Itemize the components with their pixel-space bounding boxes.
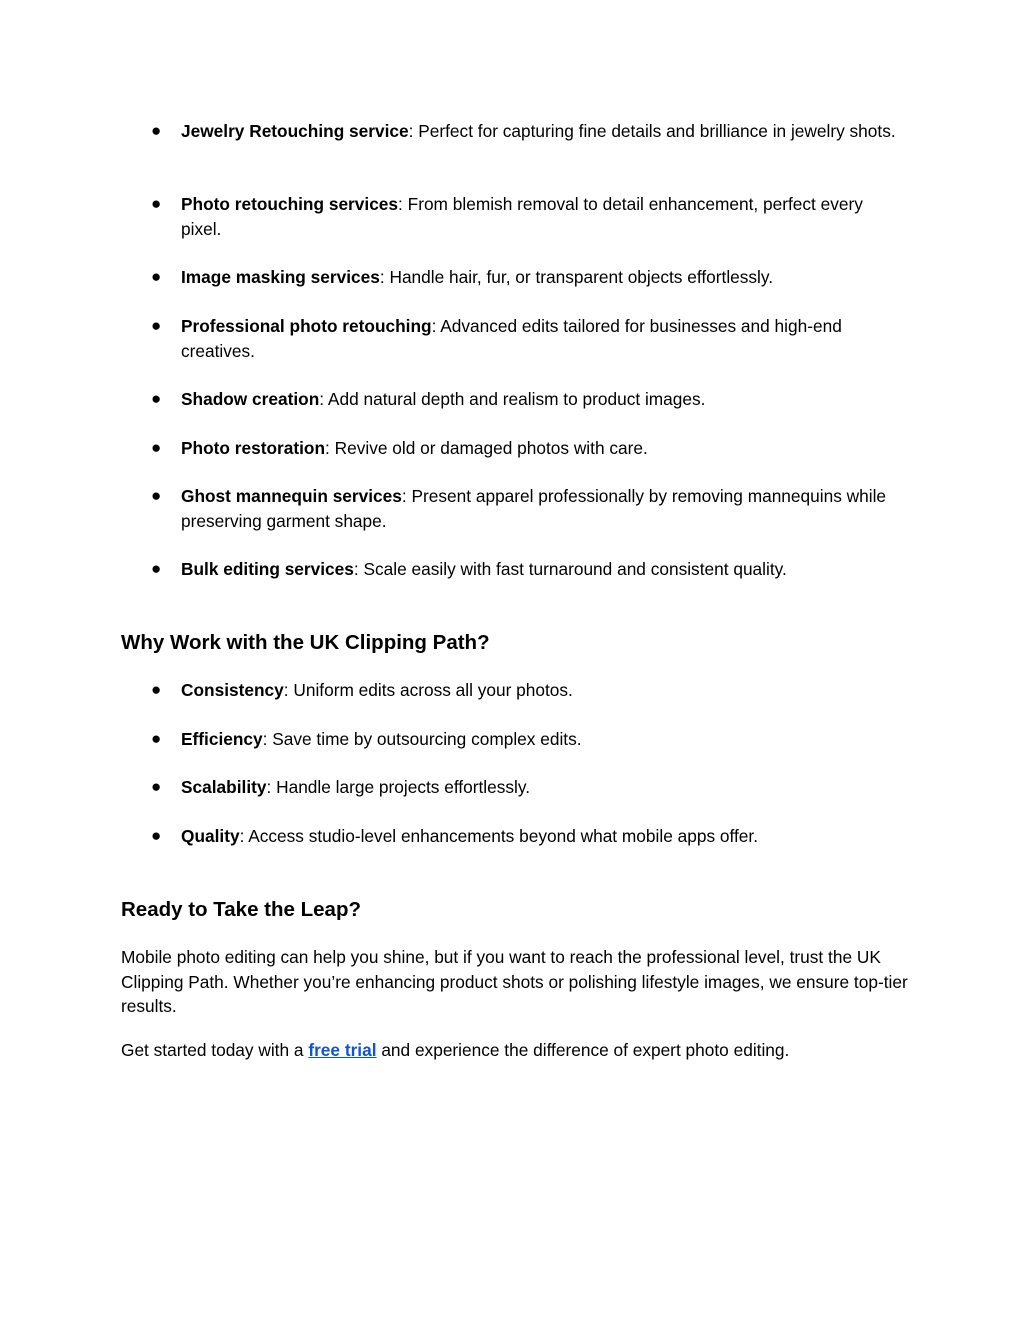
list-item-text xyxy=(181,484,901,533)
service-term: Image masking services xyxy=(181,267,380,287)
list-item-text xyxy=(181,265,901,290)
service-desc: : Scale easily with fast turnaround and consistent quality. xyxy=(353,559,787,579)
list-item-text xyxy=(181,727,901,752)
service-term: Ghost mannequin services xyxy=(181,486,402,506)
cta-text-before: Get started today with a xyxy=(121,1040,309,1060)
bullet-icon: ● xyxy=(151,121,162,140)
service-desc: : Present apparel professionally by removing mannequins while preserving garment shape. xyxy=(181,486,887,531)
service-term: Photo restoration xyxy=(181,438,326,458)
service-term: Professional photo retouching xyxy=(181,316,432,336)
why-desc: : Uniform edits across all your photos. xyxy=(283,680,573,700)
list-item-text xyxy=(181,775,901,800)
service-term: Photo retouching services xyxy=(181,194,399,214)
why-term: Quality xyxy=(181,826,240,846)
service-desc: : Advanced edits tailored for businesses and high-end creatives. xyxy=(181,316,842,361)
cta-paragraph xyxy=(121,1038,911,1063)
bullet-icon: ● xyxy=(151,389,162,408)
bullet-icon: ● xyxy=(151,267,162,286)
bullet-icon: ● xyxy=(151,826,162,845)
cta-text-after: and experience the difference of expert photo editing. xyxy=(376,1040,790,1060)
service-term: Shadow creation xyxy=(181,389,320,409)
service-term: Jewelry Retouching service xyxy=(181,121,409,141)
service-desc: : Handle hair, fur, or transparent objects effortlessly. xyxy=(379,267,774,287)
why-desc: : Handle large projects effortlessly. xyxy=(266,777,531,797)
bullet-icon: ● xyxy=(151,486,162,505)
why-desc: : Save time by outsourcing complex edits. xyxy=(262,729,582,749)
bullet-icon: ● xyxy=(151,729,162,748)
bullet-icon: ● xyxy=(151,559,162,578)
bullet-icon: ● xyxy=(151,680,162,699)
list-item-text xyxy=(181,824,901,849)
why-term: Consistency xyxy=(181,680,284,700)
why-term: Efficiency xyxy=(181,729,263,749)
bullet-icon: ● xyxy=(151,777,162,796)
bullet-icon: ● xyxy=(151,438,162,457)
bullet-icon: ● xyxy=(151,194,162,213)
list-item-text xyxy=(181,436,901,461)
list-item-text xyxy=(181,119,901,144)
free-trial-link[interactable]: free trial xyxy=(308,1040,377,1060)
list-item-text xyxy=(181,314,901,363)
service-desc: : Perfect for capturing fine details and brilliance in jewelry shots. xyxy=(408,121,896,141)
ready-paragraph: Mobile photo editing can help you shine, but if you want to reach the professional level, trust the UK Clipping Path. Whether you’re enhancing product shots or polishing lifestyle images, we ensure top-tier results. xyxy=(121,947,908,1016)
bullet-icon: ● xyxy=(151,316,162,335)
list-item-text xyxy=(181,678,901,703)
why-desc: : Access studio-level enhancements beyond what mobile apps offer. xyxy=(239,826,759,846)
service-term: Bulk editing services xyxy=(181,559,354,579)
why-term: Scalability xyxy=(181,777,267,797)
list-item-text xyxy=(181,192,901,241)
list-item-text xyxy=(181,557,901,582)
section-heading-ready: Ready to Take the Leap? xyxy=(121,898,361,921)
service-desc: : Add natural depth and realism to product images. xyxy=(319,389,706,409)
service-desc: : Revive old or damaged photos with care. xyxy=(325,438,648,458)
service-desc: : From blemish removal to detail enhancement, perfect every pixel. xyxy=(181,194,863,239)
list-item-text xyxy=(181,387,901,412)
section-heading-why: Why Work with the UK Clipping Path? xyxy=(121,631,490,654)
